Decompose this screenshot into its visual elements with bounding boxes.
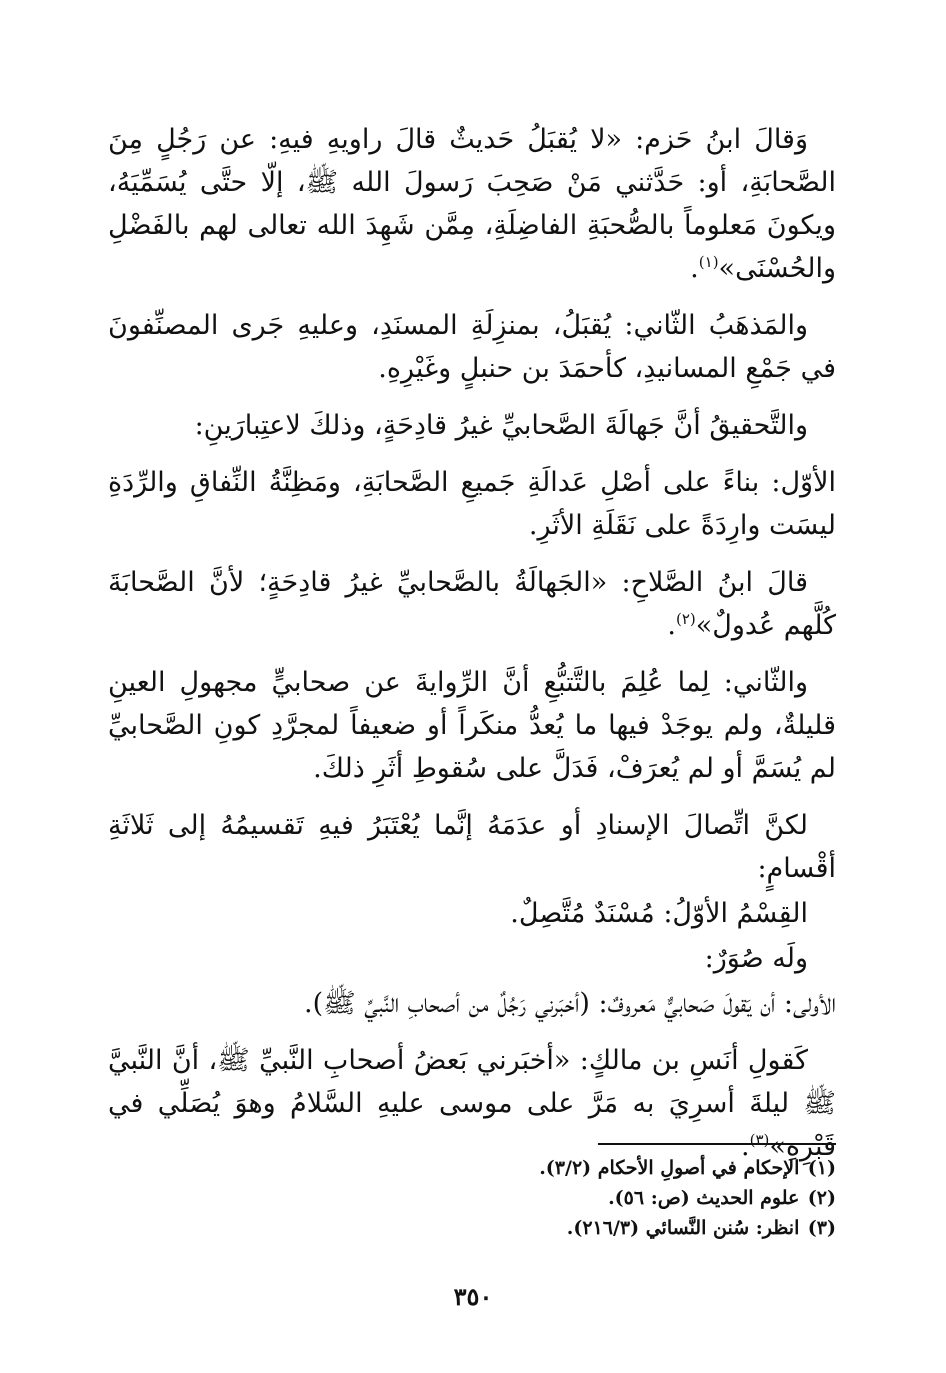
paragraph-text: الأولى: أن يَقولَ صَحابيٌّ مَعروفٌ: (أخبَرني رَجُلٌ من أصحابِ النَّبيِّ ﷺ). <box>303 988 836 1019</box>
paragraph-ibn-hazm-quote <box>108 118 836 290</box>
paragraph-text: ولَه صُوَرٌ: <box>704 943 808 974</box>
footnote-marker: (٢) <box>675 610 696 628</box>
page-number: ٣٥٠ <box>453 1282 493 1311</box>
paragraph-text: القِسْمُ الأوّلُ: مُسْنَدٌ مُتَّصِلٌ. <box>510 898 808 929</box>
footnote-1 <box>108 1153 836 1183</box>
paragraph-first-section-heading <box>108 892 836 935</box>
paragraph-anas-example <box>108 1039 836 1168</box>
footnote-text: الإحكام في أصولِ الأحكام (٣/٢). <box>539 1157 800 1179</box>
footnote-number: (٢) <box>807 1187 836 1209</box>
paragraph-tail: . <box>690 253 699 284</box>
paragraph-text: والثّاني: لِما عُلِمَ بالتَّتبُّعِ أنَّ الرِّوايةَ عن صحابيٍّ مجهولِ العينِ قليلةٌ، ولم يوجَدْ فيها ما يُعدُّ منكَراً أو ضعيفاً لمجرَّدِ كونِ الصَّحابيِّ لم يُسَمَّ أو لم يُعرَفْ، فَدَلَّ على سُقوطِ أثَرِ ذلكَ. <box>108 667 836 784</box>
paragraph-tail: . <box>741 1131 750 1162</box>
footnote-marker: (٣) <box>749 1131 770 1149</box>
footnote-marker: (١) <box>698 253 719 271</box>
footnote-text: انظر: سُنن النَّسائي (٢١٦/٣). <box>566 1217 800 1239</box>
footnotes <box>108 1153 836 1243</box>
footnote-2 <box>108 1183 836 1213</box>
paragraph-isnad-division <box>108 804 836 890</box>
paragraph-first-form <box>108 982 836 1025</box>
footnote-number: (١) <box>807 1157 836 1179</box>
paragraph-first-reason <box>108 461 836 547</box>
paragraph-second-school <box>108 304 836 390</box>
footnote-divider <box>598 1143 836 1145</box>
footnote-number: (٣) <box>807 1217 836 1239</box>
paragraph-tail: . <box>667 610 676 641</box>
paragraph-forms-intro <box>108 937 836 980</box>
paragraph-text: كَقولِ أنَسِ بن مالكٍ: «أخبَرني بَعضُ أصحابِ النَّبيِّ ﷺ، أنَّ النَّبيَّ ﷺ ليلةَ أسرِيَ به مَرَّ على موسى عليهِ السَّلامُ وهوَ يُصَلِّي في قَبْرِهِ» <box>108 1045 836 1162</box>
paragraph-text: والمَذهَبُ الثّاني: يُقبَلُ، بمنزِلَةِ المسنَدِ، وعليهِ جَرى المصنِّفونَ في جَمْعِ المسانيدِ، كأحمَدَ بن حنبلٍ وغَيْرِهِ. <box>108 310 836 384</box>
paragraph-text: وَقالَ ابنُ حَزم: «لا يُقبَلُ حَديثٌ قالَ راويهِ فيهِ: عن رَجُلٍ مِنَ الصَّحابَةِ، أو: حَدَّثني مَنْ صَحِبَ رَسولَ الله ﷺ، إلّا حتَّى يُسَمِّيَهُ، ويكونَ مَعلوماً بالصُّحبَةِ الفاضِلَةِ، مِمَّن شَهِدَ الله تعالى لهم بالفَضْلِ والحُسْنَى» <box>108 124 836 284</box>
paragraph-text: لكنَّ اتِّصالَ الإسنادِ أو عدَمَهُ إنَّما يُعْتَبَرُ فيهِ تَقسيمُهُ إلى ثَلاثَةِ أقْسامٍ: <box>108 810 836 884</box>
paragraph-text: قالَ ابنُ الصَّلاحِ: «الجَهالَةُ بالصَّحابيِّ غيرُ قادِحَةٍ؛ لأنَّ الصَّحابَةَ كُلَّهم عُدولٌ» <box>108 567 836 641</box>
paragraph-text: والتَّحقيقُ أنَّ جَهالَةَ الصَّحابيِّ غيرُ قادِحَةٍ، وذلكَ لاعتِبارَينِ: <box>194 410 808 441</box>
footnote-text: علوم الحديث (ص: ٥٦). <box>608 1187 800 1209</box>
paragraph-verification <box>108 404 836 447</box>
footnote-3 <box>108 1213 836 1243</box>
paragraph-second-reason <box>108 661 836 790</box>
paragraph-text: الأوّل: بناءً على أصْلِ عَدالَةِ جَميعِ الصَّحابَةِ، ومَظِنَّةُ النِّفاقِ والرِّدَةِ ليسَت وارِدَةً على نَقَلَةِ الأثَرِ. <box>108 467 836 541</box>
paragraph-ibn-salah-quote <box>108 561 836 647</box>
